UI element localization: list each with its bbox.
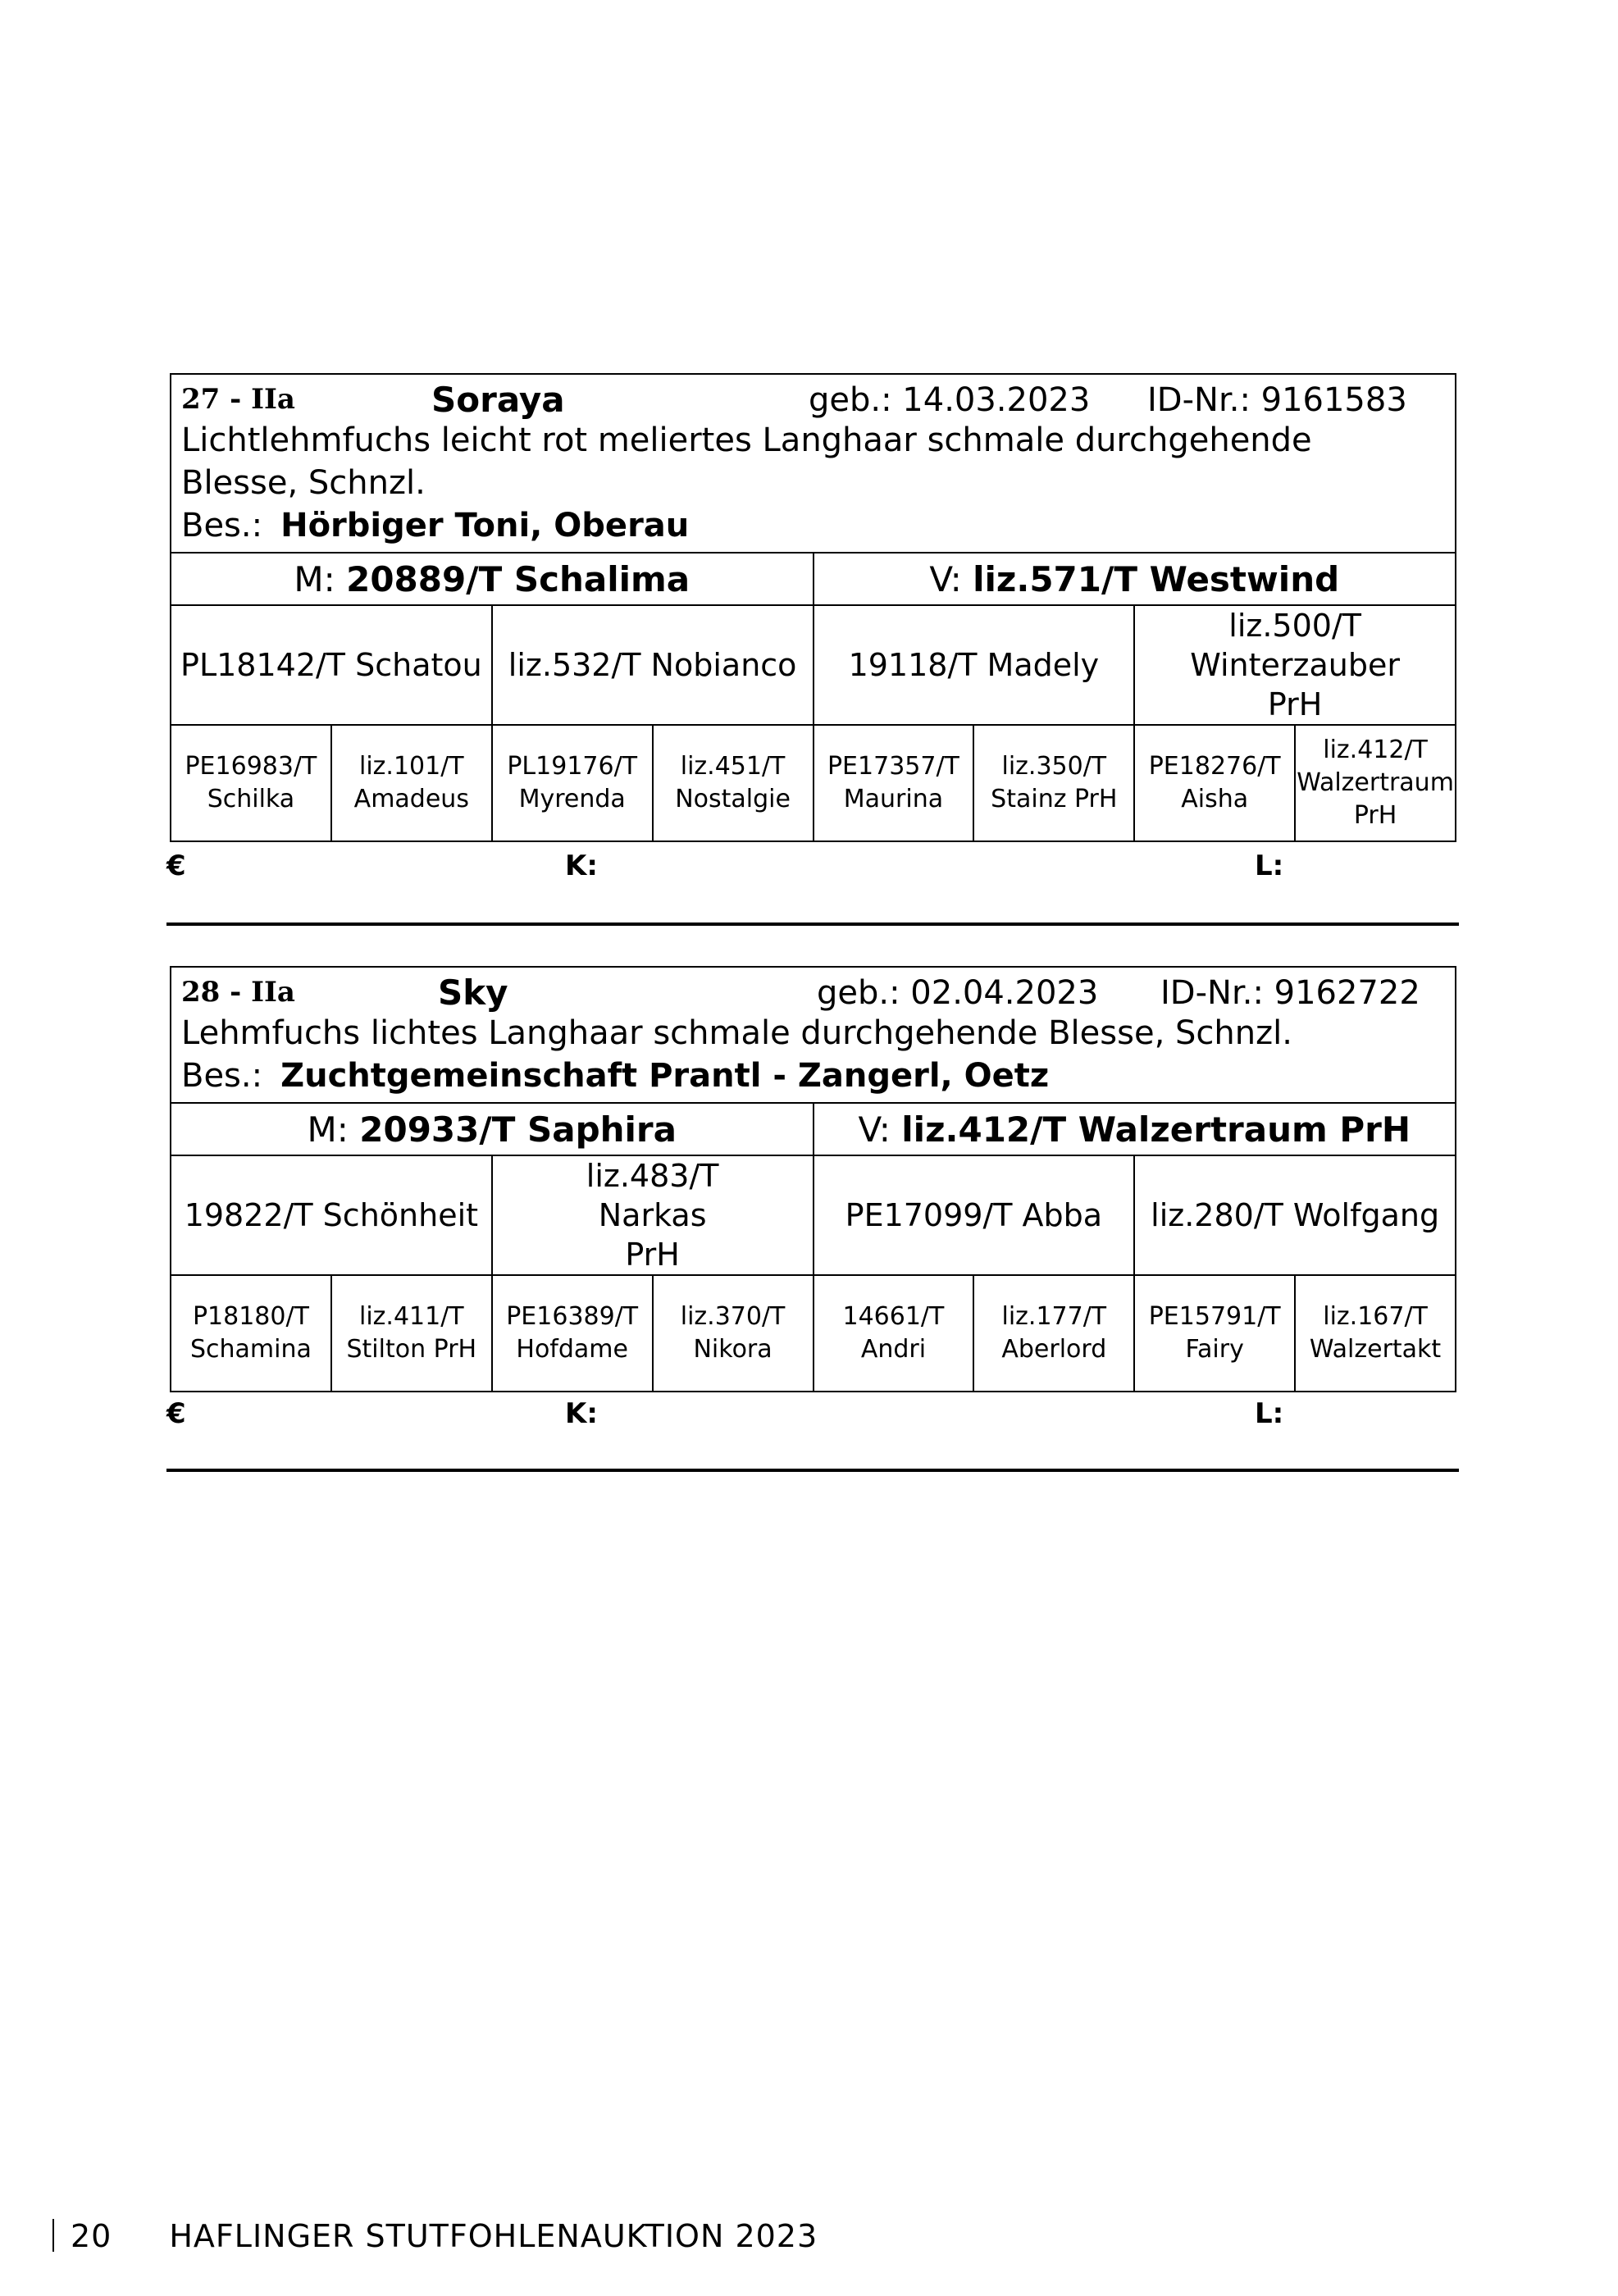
ggp-name: Maurina (843, 785, 944, 813)
ggp-name: Hofdame (516, 1335, 628, 1364)
buyer-label: K: (565, 1397, 598, 1430)
great-grandparent-cell (814, 725, 974, 841)
ggp-reg: liz.451/T (680, 752, 786, 781)
ggp-name: Stilton PrH (346, 1335, 477, 1364)
dam-name: 20933/T Saphira (359, 1109, 677, 1150)
sire-prefix: V: (858, 1109, 891, 1150)
birth-date: geb.: 14.03.2023 (809, 381, 1091, 419)
great-grandparent-cell (331, 1275, 492, 1392)
pricing-line (166, 1397, 1459, 1430)
grandparent-name: liz.483/T Narkas PrH (586, 1158, 719, 1273)
grandparent-cell: PE17099/T Abba (814, 1155, 1135, 1275)
ggp-reg: PL19176/T (507, 752, 638, 781)
owner-line (181, 1055, 1445, 1097)
footer-divider (52, 2219, 54, 2252)
dam-prefix: M: (294, 558, 335, 599)
ggp-reg: PE16389/T (506, 1302, 639, 1331)
price-label: € (166, 1397, 186, 1430)
great-grandparent-cell (973, 1275, 1134, 1392)
sire-prefix: V: (929, 558, 962, 599)
ggp-reg: PE17357/T (827, 752, 959, 781)
ggp-reg: liz.101/T (358, 752, 464, 781)
ggp-name: Amadeus (353, 785, 469, 813)
horse-description: Lehmfuchs lichtes Langhaar schmale durchgehende Blesse, Schnzl. (181, 1014, 1292, 1052)
grandparent-name: liz.500/T Winterzauber PrH (1190, 608, 1400, 722)
horse-name: Sky (438, 973, 508, 1013)
birth-date: geb.: 02.04.2023 (817, 974, 1099, 1012)
great-grandparent-cell (653, 1275, 814, 1392)
dam-cell (171, 1103, 814, 1155)
sire-name: liz.571/T Westwind (973, 558, 1340, 599)
grandparent-cell (1134, 605, 1456, 725)
grandparent-cell: 19822/T Schönheit (171, 1155, 492, 1275)
great-grandparent-cell (653, 725, 814, 841)
pedigree-table (170, 373, 1456, 842)
sire-cell (814, 1103, 1456, 1155)
great-grandparent-cell (1295, 725, 1456, 841)
ggp-reg: liz.411/T (358, 1302, 464, 1331)
horse-name: Soraya (431, 380, 565, 420)
ggp-name: Andri (860, 1335, 927, 1364)
page-footer (52, 2218, 818, 2254)
publication-title: HAFLINGER STUTFOHLENAUKTION 2023 (169, 2218, 818, 2254)
dam-prefix: M: (307, 1109, 349, 1150)
sire-name: liz.412/T Walzertraum PrH (901, 1109, 1411, 1150)
ggp-reg: PE16983/T (185, 752, 317, 781)
ggp-name: Walzertraum (1297, 768, 1454, 797)
owner-name: Hörbiger Toni, Oberau (280, 507, 690, 544)
sire-cell (814, 553, 1456, 605)
id-number: ID-Nr.: 9161583 (1147, 381, 1407, 419)
price-label: € (166, 850, 186, 882)
horse-description: Lichtlehmfuchs leicht rot meliertes Langhaar schmale durchgehende Blesse, Schnzl. (181, 421, 1312, 502)
great-grandparent-cell (171, 725, 331, 841)
ggp-name-suffix: PrH (1353, 801, 1397, 830)
great-grandparent-cell (973, 725, 1134, 841)
ggp-name: Schilka (207, 785, 295, 813)
ggp-reg: PE18276/T (1148, 752, 1281, 781)
great-grandparent-cell (1134, 725, 1295, 841)
ggp-name: Fairy (1185, 1335, 1244, 1364)
great-grandparent-cell (171, 1275, 331, 1392)
lot-number: 27 - IIa (181, 383, 295, 416)
grandparent-cell (492, 1155, 814, 1275)
grandparent-cell: liz.280/T Wolfgang (1134, 1155, 1456, 1275)
separator-line (166, 922, 1459, 926)
l-label: L: (1255, 850, 1284, 882)
lot-number: 28 - IIa (181, 976, 295, 1009)
grandparent-cell: 19118/T Madely (814, 605, 1135, 725)
ggp-reg: liz.167/T (1323, 1302, 1428, 1331)
buyer-label: K: (565, 850, 598, 882)
separator-line (166, 1469, 1459, 1472)
ggp-name: Walzertakt (1309, 1335, 1442, 1364)
great-grandparent-cell (492, 725, 653, 841)
owner-label: Bes.: (181, 507, 263, 544)
grandparent-cell: PL18142/T Schatou (171, 605, 492, 725)
great-grandparent-cell (492, 1275, 653, 1392)
great-grandparent-cell (1295, 1275, 1456, 1392)
dam-cell (171, 553, 814, 605)
ggp-name: Nostalgie (675, 785, 791, 813)
owner-line (181, 504, 1445, 547)
owner-label: Bes.: (181, 1057, 263, 1095)
page-number: 20 (71, 2218, 112, 2254)
ggp-reg: liz.350/T (1001, 752, 1107, 781)
ggp-name: Schamina (189, 1335, 312, 1364)
owner-name: Zuchtgemeinschaft Prantl - Zangerl, Oetz (280, 1057, 1050, 1095)
great-grandparent-cell (814, 1275, 974, 1392)
pedigree-table (170, 966, 1456, 1392)
grandparent-cell: liz.532/T Nobianco (492, 605, 814, 725)
great-grandparent-cell (331, 725, 492, 841)
pricing-line (166, 850, 1459, 882)
ggp-name: Myrenda (518, 785, 626, 813)
entry-header (171, 967, 1456, 1103)
id-number: ID-Nr.: 9162722 (1160, 974, 1420, 1012)
ggp-reg: 14661/T (842, 1302, 945, 1331)
ggp-reg: P18180/T (192, 1302, 309, 1331)
great-grandparent-cell (1134, 1275, 1295, 1392)
ggp-name: Nikora (693, 1335, 773, 1364)
ggp-reg: liz.370/T (680, 1302, 786, 1331)
ggp-name: Stainz PrH (991, 785, 1118, 813)
pedigree-entry (170, 373, 1456, 842)
entry-header (171, 374, 1456, 553)
dam-name: 20889/T Schalima (346, 558, 690, 599)
l-label: L: (1255, 1397, 1284, 1430)
ggp-reg: liz.177/T (1001, 1302, 1107, 1331)
ggp-name: Aisha (1181, 785, 1249, 813)
ggp-reg: liz.412/T (1323, 736, 1428, 764)
pedigree-entry (170, 966, 1456, 1392)
ggp-reg: PE15791/T (1148, 1302, 1281, 1331)
ggp-name: Aberlord (1001, 1335, 1107, 1364)
